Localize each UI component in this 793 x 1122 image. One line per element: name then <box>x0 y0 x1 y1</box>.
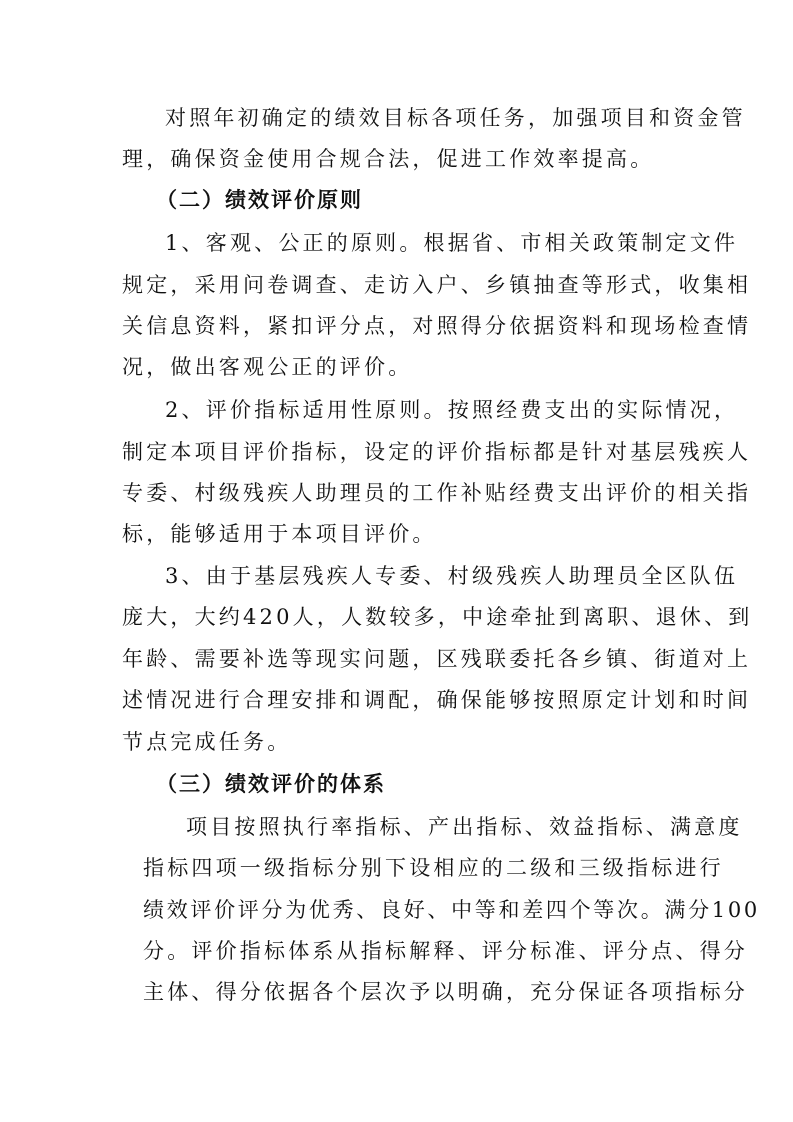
body-text-line: 1、客观、公正的原则。根据省、市相关政策制定文件 <box>165 231 739 255</box>
body-text-line: 绩效评价评分为优秀、良好、中等和差四个等次。满分100 <box>143 898 760 922</box>
body-text-line: 标，能够适用于本项目评价。 <box>122 522 437 546</box>
body-text-line: 分。评价指标体系从指标解释、评分标准、评分点、得分 <box>143 939 748 963</box>
body-text-line: 述情况进行合理安排和调配，确保能够按照原定计划和时间 <box>122 688 752 712</box>
body-text-line: 规定，采用问卷调查、走访入户、乡镇抽查等形式，收集相 <box>122 273 752 297</box>
body-text-line: 专委、村级残疾人助理员的工作补贴经费支出评价的相关指 <box>122 481 752 505</box>
body-text-line: 制定本项目评价指标，设定的评价指标都是针对基层残疾人 <box>122 440 752 464</box>
body-text-line: 指标四项一级指标分别下设相应的二级和三级指标进行 <box>143 856 724 880</box>
body-text-line: 2、评价指标适用性原则。按照经费支出的实际情况， <box>165 398 739 422</box>
body-text-line: 主体、得分依据各个层次予以明确，充分保证各项指标分 <box>143 980 748 1004</box>
body-text-line: 庞大，大约420人，人数较多，中途牵扯到离职、退休、到 <box>122 605 753 629</box>
body-text-line: 3、由于基层残疾人专委、村级残疾人助理员全区队伍 <box>165 564 739 588</box>
body-text-line: 对照年初确定的绩效目标各项任务，加强项目和资金管 <box>165 106 746 130</box>
body-text-line: 理，确保资金使用合规合法，促进工作效率提高。 <box>122 147 655 171</box>
body-text-line: 年龄、需要补选等现实问题，区残联委托各乡镇、街道对上 <box>122 647 752 671</box>
section-heading: （三）绩效评价的体系 <box>156 772 386 796</box>
body-text-line: 况，做出客观公正的评价。 <box>122 355 413 379</box>
body-text-line: 项目按照执行率指标、产出指标、效益指标、满意度 <box>186 815 743 839</box>
body-text-line: 关信息资料，紧扣评分点，对照得分依据资料和现场检查情 <box>122 314 752 338</box>
body-text-line: 节点完成任务。 <box>122 730 292 754</box>
section-heading: （二）绩效评价原则 <box>156 188 363 212</box>
